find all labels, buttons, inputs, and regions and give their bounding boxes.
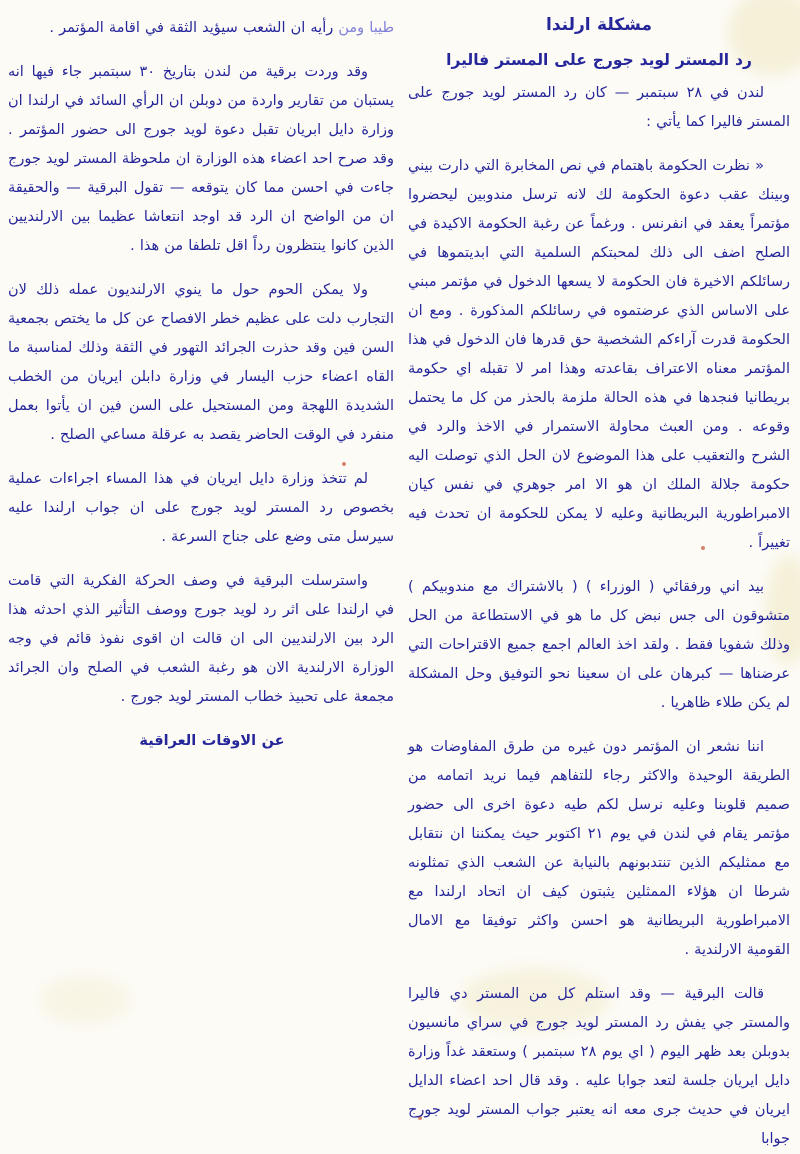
source-attribution: عن الاوقات العراقية [139,733,285,749]
article-subtitle: رد المستر لويد جورج على المستر فاليرا [446,51,752,69]
article-dateline: لندن في ٢٨ سبتمبر — كان رد المستر لويد جورج على المستر فاليرا كما يأتي : [408,85,790,130]
article-paragraph: لم تتخذ وزارة دايل ايريان في هذا المساء اجراءات عملية بخصوص رد المستر لويد جورج على ان جواب ارلندا عليه سيرسل متى وضع على جناح السرعة . [8,471,394,545]
article-paragraph-continuation [8,14,394,43]
article-paragraph: بيد اني ورفقائي ( الوزراء ) ( بالاشتراك مع مندوبيكم ) متشوقون الى جس نبض كل ما هو في الاستطاعة من الحل وذلك شفويا فقط . ولقد اخذ العالم اجمع جميع الاقتراحات التي عرضناها — كبرهان على ان سعينا نحو التوفيق وحل المشكلة لم يكن طلاء ظاهريا . [408,579,790,711]
article-column-first [408,10,790,1154]
article-paragraph: قالت البرقية — وقد استلم كل من المستر دي فاليرا والمستر جي يفش رد المستر لويد جورج في سراي مانسيون بدوبلن بعد ظهر اليوم ( اي يوم ٢٨ سبتمبر ) وستعقد غداً وزارة دايل ايريان جلسة لتعد جوابا عليه . وقد قال احد اعضاء الدايل ايريان في حديث جرى معه انه يعتبر جواب المستر لويد جورج جوابا [408,986,791,1147]
article-title: مشكلة ارلندا [546,15,652,35]
article-column-second [8,14,394,771]
article-paragraph: واسترسلت البرقية في وصف الحركة الفكرية التي قامت في ارلندا على اثر رد لويد جورج ووصف التأثير الذي احدثه هذا الرد بين الارلنديين الى ان قالت ان اقوى نفوذ قائم في وجه الوزارة الارلندية الان هو رغبة الشعب في الصلح وان الجرائد مجمعة على تحبيذ خطاب المستر لويد جورج . [8,573,394,705]
article-paragraph: ولا يمكن الحوم حول ما ينوي الارلنديون عمله ذلك لان التجارب دلت على عظيم خطر الافصاح عن كل ما يختص بجمعية السن فين وقد حذرت الجرائد التهور في الثقة وذلك لمناسبة ما القاه اعضاء حزب اليسار في وزارة دابلن ايريان من الخطب الشديدة اللهجة ومن المستحيل على السن فين ان يأتوا بعمل منفرد في الوقت الحاضر يقصد به عرقلة مساعي الصلح . [8,282,394,443]
paper-stain [40,975,130,1025]
article-paragraph: اننا نشعر ان المؤتمر دون غيره من طرق المفاوضات هو الطريقة الوحيدة والاكثر رجاء للتفاهم فيما نريد اتمامه من صميم قلوبنا وعليه نرسل لكم طيه دعوة اخرى الى حضور مؤتمر يقام في لندن في يوم ٢١ اكتوبر حيث يمكننا ان نتقابل مع ممثليكم الذين تنتدبونهم بالنيابة عن الشعب الذي تمثلونه شرطا ان هؤلاء الممثلين يثبتون كيف ان اتحاد ارلندا مع الامبراطورية البريطانية هو احسن واكثر توفيقا مع الامال القومية الارلندية . [408,739,790,958]
article-paragraph: وقد وردت برقية من لندن بتاريخ ٣٠ سبتمبر جاء فيها انه يستبان من تقارير واردة من دوبلن ان الرأي السائد في ارلندا ان وزارة دايل ابريان تقبل دعوة لويد جورج الى حضور المؤتمر . وقد صرح احد اعضاء هذه الوزارة ان ملحوظة المستر لويد جورج جاءت في احسن مما كان يتوقعه — تقول البرقية — والحقيقة ان من الواضح ان الرد قد اوجد انتعاشا عظيما بين الارلنديين الذين كانوا ينتظرون رداً اقل تلطفا من هذا . [8,64,394,254]
continuation-text: رأيه ان الشعب سيؤيد الثقة في اقامة المؤتمر . [49,20,339,36]
article-paragraph: « نظرت الحكومة باهتمام في نص المخابرة التي دارت بيني وبينك عقب دعوة الحكومة لك لانه ترسل مندوبين ليحضروا مؤتمراً يعقد في انفرنس . ورغماً عن رغبة الحكومة الاكيدة في الصلح اضف الى ذلك لمحبتكم السلمية التي ابديتموها في رسائلكم الاخيرة فان الحكومة لا يسعها الدخول في مؤتمر مبني على الاساس الذي عرضتموه في رسائلكم المذكورة . ومع ان الحكومة قدرت آراءكم الشخصية حق قدرها فان الدخول في هذا المؤتمر معناه الاعتراف بقاعدته وهذا امر لا تقبله اي حكومة بريطانيا فنجدها في هذه الحالة ملزمة بالحذر من كل ما يحتمل وقوعه . ومن العبث محاولة الاستمرار في الاخذ والرد في الشرح والتعقيب على هذا الموضوع لان الحل الذي توصلت اليه حكومة جلالة الملك ان هو الا امر جوهري في نفس كيان الامبراطورية البريطانية وعليه لا يمكن للحكومة ان تحدث فيه تغييراً . [408,158,790,551]
continuation-lead-word: طيبا ومن [338,20,394,36]
